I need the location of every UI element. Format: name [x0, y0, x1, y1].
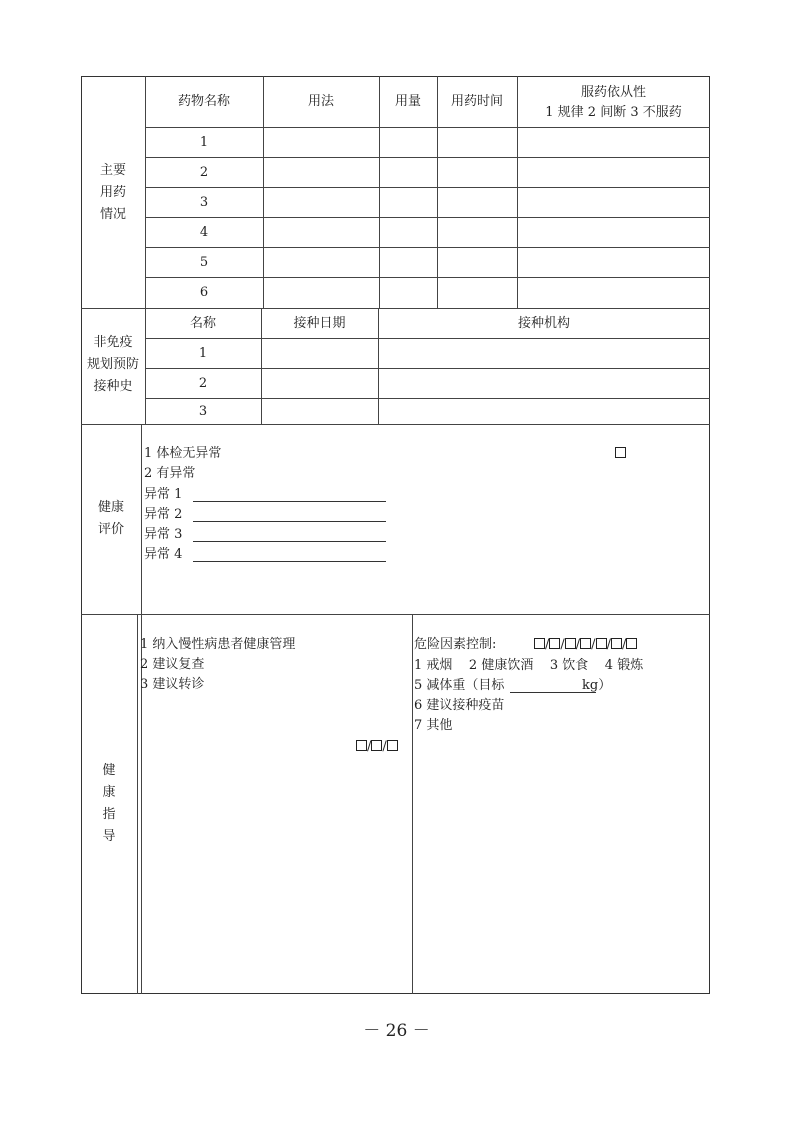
row-line [145, 127, 710, 128]
row-line [145, 277, 710, 278]
row-line [145, 217, 710, 218]
abnormal-label: 异常 3 [144, 527, 183, 542]
col-line [412, 614, 413, 994]
no-abnormal-checkbox[interactable] [615, 446, 626, 462]
guidance-checkboxes[interactable]: / / [356, 739, 398, 755]
medication-row-number: 5 [199, 255, 209, 270]
header-vaccination-institution: 接种机构 [517, 316, 570, 331]
label-line: 规划预防 [86, 357, 139, 372]
row-line [145, 338, 710, 339]
medication-row-number: 4 [199, 225, 209, 240]
abnormal-3-field[interactable] [193, 541, 386, 542]
row-line [145, 368, 710, 369]
checkbox-icon[interactable] [580, 638, 591, 649]
label-line: 康 [102, 785, 116, 800]
guidance-item: 3 建议转诊 [140, 677, 205, 692]
guidance-item: 1 纳入慢性病患者健康管理 [140, 637, 296, 652]
label-line: 评价 [97, 522, 124, 537]
checkbox-icon[interactable] [371, 740, 382, 751]
risk-weight-label: 5 减体重（目标 [414, 678, 505, 693]
label-line: 非免疫 [93, 335, 133, 350]
health-evaluation-section-label [81, 497, 141, 541]
header-compliance-options: 1 规律 2 间断 3 不服药 [545, 105, 682, 120]
medication-section-label [81, 160, 145, 226]
col-line [263, 76, 264, 308]
label-line: 接种史 [93, 379, 133, 394]
medication-row-number: 1 [199, 135, 209, 150]
abnormal-2-field[interactable] [193, 521, 386, 522]
checkbox-icon[interactable] [387, 740, 398, 751]
header-vaccination-date: 接种日期 [293, 316, 346, 331]
abnormal-label: 异常 4 [144, 547, 183, 562]
row-line [145, 247, 710, 248]
vaccination-row-number: 2 [198, 376, 208, 391]
header-drug-name: 药物名称 [177, 94, 230, 109]
checkbox-icon[interactable] [549, 638, 560, 649]
health-guidance-section-label [81, 760, 137, 848]
risk-checkboxes[interactable]: / / / / / / [534, 637, 637, 653]
row-line [145, 157, 710, 158]
medication-row-number: 6 [199, 285, 209, 300]
label-column-line [141, 424, 142, 994]
header-usage: 用法 [307, 94, 334, 109]
option-has-abnormal: 2 有异常 [144, 466, 196, 481]
risk-line-1: 1 戒烟 2 健康饮酒 3 饮食 4 锻炼 [414, 658, 644, 673]
checkbox-icon[interactable] [356, 740, 367, 751]
col-line [379, 76, 380, 308]
row-line [145, 187, 710, 188]
label-line: 导 [102, 829, 116, 844]
risk-other: 7 其他 [414, 718, 453, 733]
abnormal-label: 异常 2 [144, 507, 183, 522]
col-line [437, 76, 438, 308]
abnormal-label: 异常 1 [144, 487, 183, 502]
header-duration: 用药时间 [450, 94, 503, 109]
risk-vaccine: 6 建议接种疫苗 [414, 698, 505, 713]
checkbox-icon[interactable] [534, 638, 545, 649]
section-divider [81, 424, 710, 425]
row-line [145, 398, 710, 399]
header-compliance: 服药依从性 [580, 85, 646, 100]
option-no-abnormal: 1 体检无异常 [144, 446, 222, 461]
header-vaccine-name: 名称 [189, 316, 216, 331]
section-divider [81, 308, 710, 309]
risk-weight-unit: kg） [582, 678, 612, 693]
page-number: － 26 － [363, 1021, 430, 1041]
guidance-item: 2 建议复查 [140, 657, 205, 672]
label-line: 健 [102, 763, 116, 778]
section-divider [81, 614, 710, 615]
label-line: 情况 [99, 207, 126, 222]
medication-row-number: 3 [199, 195, 209, 210]
vaccination-section-label [81, 332, 145, 398]
label-line: 主要 [99, 163, 126, 178]
risk-control-title: 危险因素控制: [414, 637, 497, 652]
checkbox-icon[interactable] [626, 638, 637, 649]
label-line: 指 [102, 807, 116, 822]
checkbox-icon[interactable] [565, 638, 576, 649]
label-line: 用药 [99, 185, 126, 200]
label-column-line [137, 614, 138, 994]
medication-row-number: 2 [199, 165, 209, 180]
vaccination-row-number: 1 [198, 346, 208, 361]
label-line: 健康 [97, 500, 124, 515]
abnormal-4-field[interactable] [193, 561, 386, 562]
checkbox-icon[interactable] [596, 638, 607, 649]
abnormal-1-field[interactable] [193, 501, 386, 502]
header-dosage: 用量 [394, 94, 421, 109]
vaccination-row-number: 3 [198, 404, 208, 419]
label-column-line [145, 76, 146, 424]
checkbox-icon[interactable] [611, 638, 622, 649]
